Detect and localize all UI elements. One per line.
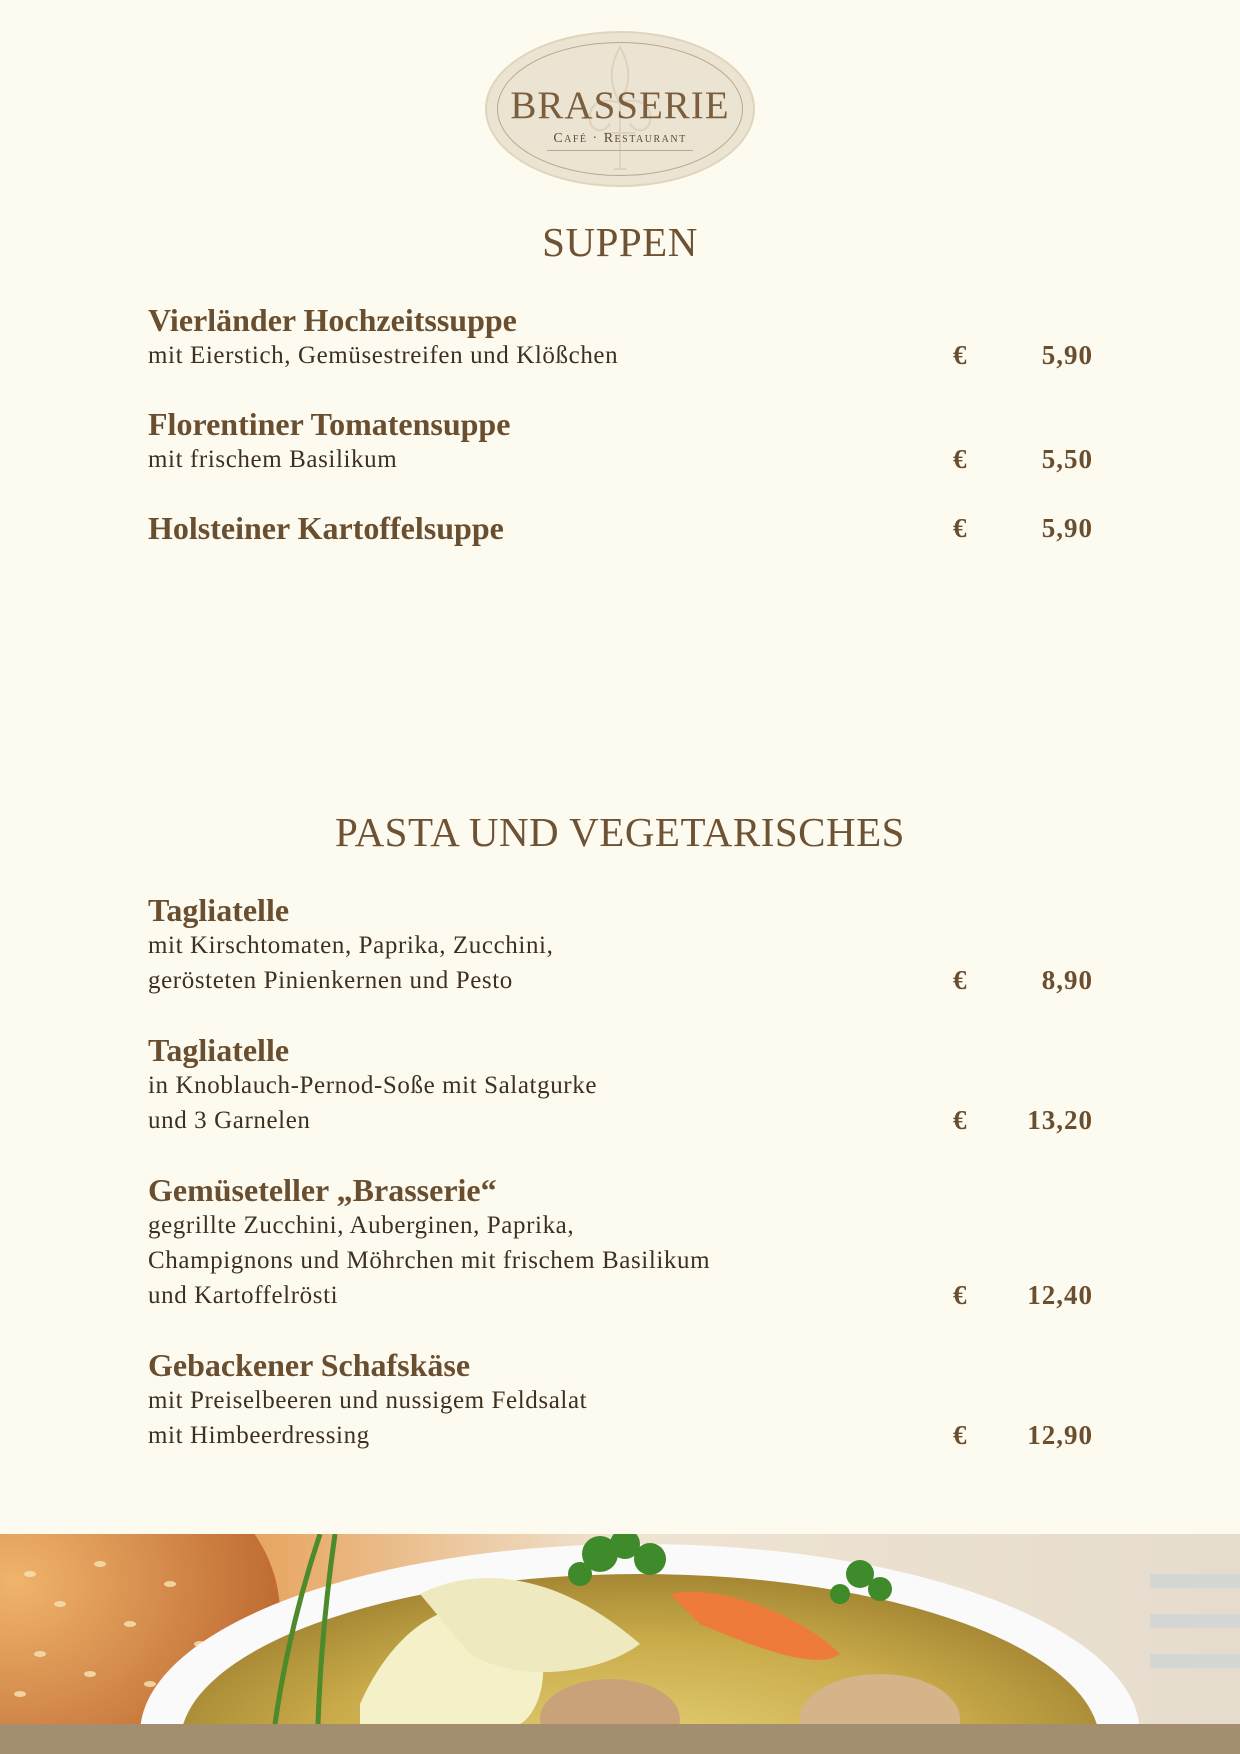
- item-price: [953, 441, 1093, 477]
- currency-symbol: €: [953, 1105, 967, 1135]
- section-title-pasta: PASTA UND VEGETARISCHES: [335, 809, 905, 855]
- menu-item: [148, 302, 1093, 373]
- menu-item: [148, 1347, 1093, 1453]
- price-amount: 12,40: [1027, 1280, 1093, 1310]
- price-amount: 12,90: [1027, 1420, 1093, 1450]
- item-name: Florentiner Tomatensuppe: [148, 406, 511, 442]
- currency-symbol: €: [953, 340, 967, 370]
- item-description: mit Kirschtomaten, Paprika, Zucchini, gerösteten Pinienkernen und Pesto: [148, 932, 554, 994]
- currency-symbol: €: [953, 513, 967, 543]
- logo-subtitle: Café · Restaurant: [553, 131, 687, 146]
- soup-bowl-illustration: [0, 1534, 1240, 1724]
- item-name: Holsteiner Kartoffelsuppe: [148, 510, 504, 546]
- currency-symbol: €: [953, 965, 967, 995]
- bottom-bar: [0, 1724, 1240, 1754]
- item-price: [953, 962, 1093, 998]
- price-amount: 5,90: [1041, 340, 1093, 370]
- item-name: Gemüseteller „Brasserie“: [148, 1172, 497, 1208]
- price-amount: 8,90: [1041, 965, 1093, 995]
- item-description: mit Preiselbeeren und nussigem Feldsalat mit Himbeerdressing: [148, 1387, 588, 1449]
- section-title-suppen: SUPPEN: [542, 219, 698, 265]
- item-name: Tagliatelle: [148, 1032, 290, 1068]
- soup-photo: [0, 1534, 1240, 1724]
- item-description: mit Eierstich, Gemüsestreifen und Klößchen: [148, 342, 619, 369]
- logo-divider: [547, 150, 693, 151]
- item-price: [953, 1277, 1093, 1313]
- item-name: Tagliatelle: [148, 892, 290, 928]
- item-name: Gebackener Schafskäse: [148, 1347, 471, 1383]
- item-description: gegrillte Zucchini, Auberginen, Paprika, Champignons und Möhrchen mit frischem Basilikum und Kartoffelrösti: [148, 1212, 711, 1309]
- currency-symbol: €: [953, 1280, 967, 1310]
- menu-item: [148, 1172, 1093, 1313]
- item-price: [953, 1102, 1093, 1138]
- menu-item: [148, 1032, 1093, 1138]
- item-price: [953, 1417, 1093, 1453]
- logo-name: BRASSERIE: [510, 84, 730, 127]
- price-amount: 13,20: [1027, 1105, 1093, 1135]
- currency-symbol: €: [953, 1420, 967, 1450]
- price-amount: 5,90: [1041, 513, 1093, 543]
- item-name: Vierländer Hochzeitssuppe: [148, 302, 517, 338]
- item-description: in Knoblauch-Pernod-Soße mit Salatgurke und 3 Garnelen: [148, 1072, 598, 1134]
- menu-item: [148, 406, 1093, 477]
- menu-item: [148, 510, 1093, 546]
- price-amount: 5,50: [1041, 444, 1093, 474]
- currency-symbol: €: [953, 444, 967, 474]
- item-price: [953, 510, 1093, 546]
- brasserie-logo: [487, 33, 753, 185]
- item-description: mit frischem Basilikum: [148, 446, 398, 473]
- item-price: [953, 337, 1093, 373]
- menu-item: [148, 892, 1093, 998]
